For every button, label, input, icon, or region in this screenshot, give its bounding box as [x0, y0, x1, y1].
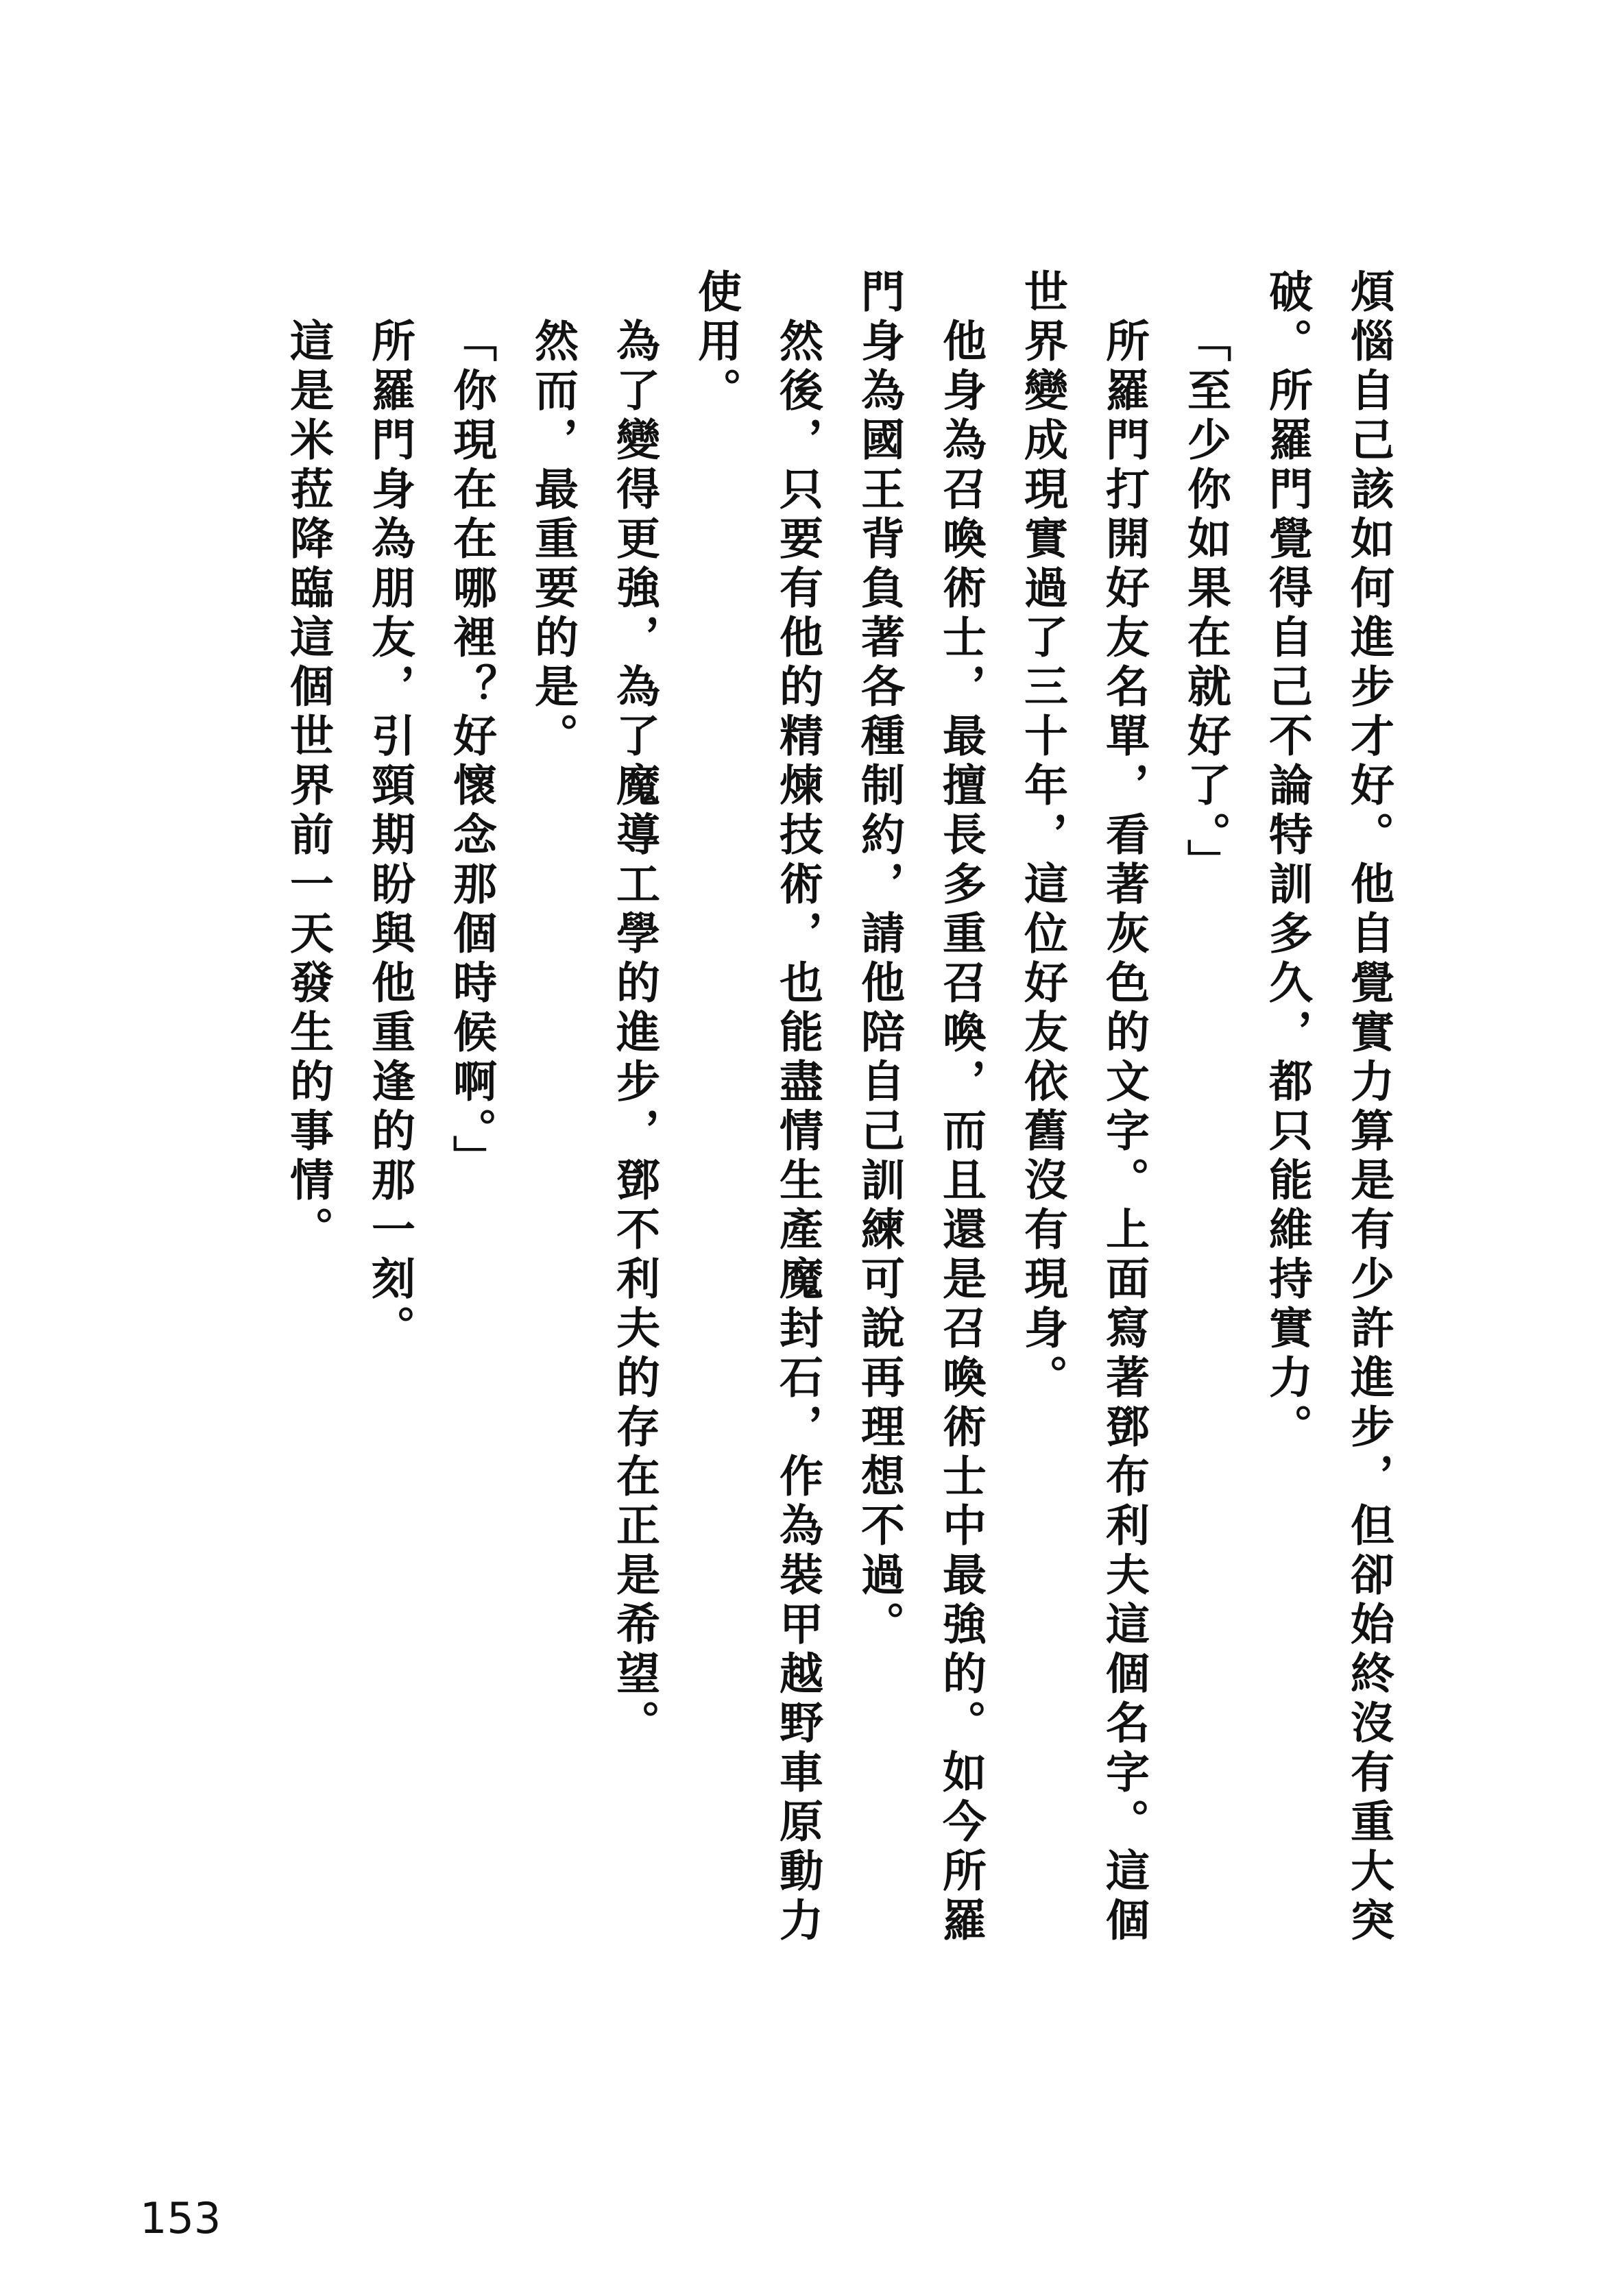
text-line: 「你現在在哪裡？好懷念那個時候啊。」	[446, 318, 497, 1184]
text-line: 門身為國王背負著各種制約，請他陪自己訓練可說再理想不過。	[854, 269, 905, 1650]
page-number: 153	[140, 2193, 221, 2243]
body-text	[267, 269, 1410, 2023]
paragraph	[431, 269, 512, 2023]
text-line: 然而，最重要的是。	[527, 318, 579, 762]
paragraph	[838, 269, 1002, 2023]
text-line: 破。所羅門覺得自己不論特訓多久，都只能維持實力。	[1261, 269, 1313, 1453]
text-line: 他身為召喚術士，最擅長多重召喚，而且還是召喚術士中最強的。如今所羅	[935, 318, 987, 1946]
paragraph	[1246, 269, 1410, 2023]
paragraph	[267, 269, 349, 2023]
text-line: 所羅門身為朋友，引頸期盼與他重逢的那一刻。	[364, 318, 415, 1354]
text-line: 「至少你如果在就好了。」	[1180, 318, 1231, 888]
paragraph	[512, 269, 594, 2023]
paragraph	[349, 269, 431, 2023]
text-line: 然後，只要有他的精煉技術，也能盡情生產魔封石，作為裝甲越野車原動力	[772, 318, 823, 1946]
text-line: 所羅門打開好友名單，看著灰色的文字。上面寫著鄧布利夫這個名字。這個	[1098, 318, 1150, 1946]
paragraph	[594, 269, 675, 2023]
paragraph	[1002, 269, 1165, 2023]
text-line: 世界變成現實過了三十年，這位好友依舊沒有現身。	[1017, 269, 1068, 1404]
paragraph	[1165, 269, 1246, 2023]
text-line: 為了變得更強，為了魔導工學的進步，鄧不利夫的存在正是希望。	[609, 318, 660, 1749]
text-line: 煩惱自己該如何進步才好。他自覺實力算是有少許進步，但卻始終沒有重大突	[1343, 269, 1394, 1946]
paragraph	[675, 269, 838, 2023]
text-line: 使用。	[690, 269, 742, 417]
text-line: 這是米菈降臨這個世界前一天發生的事情。	[282, 318, 334, 1256]
